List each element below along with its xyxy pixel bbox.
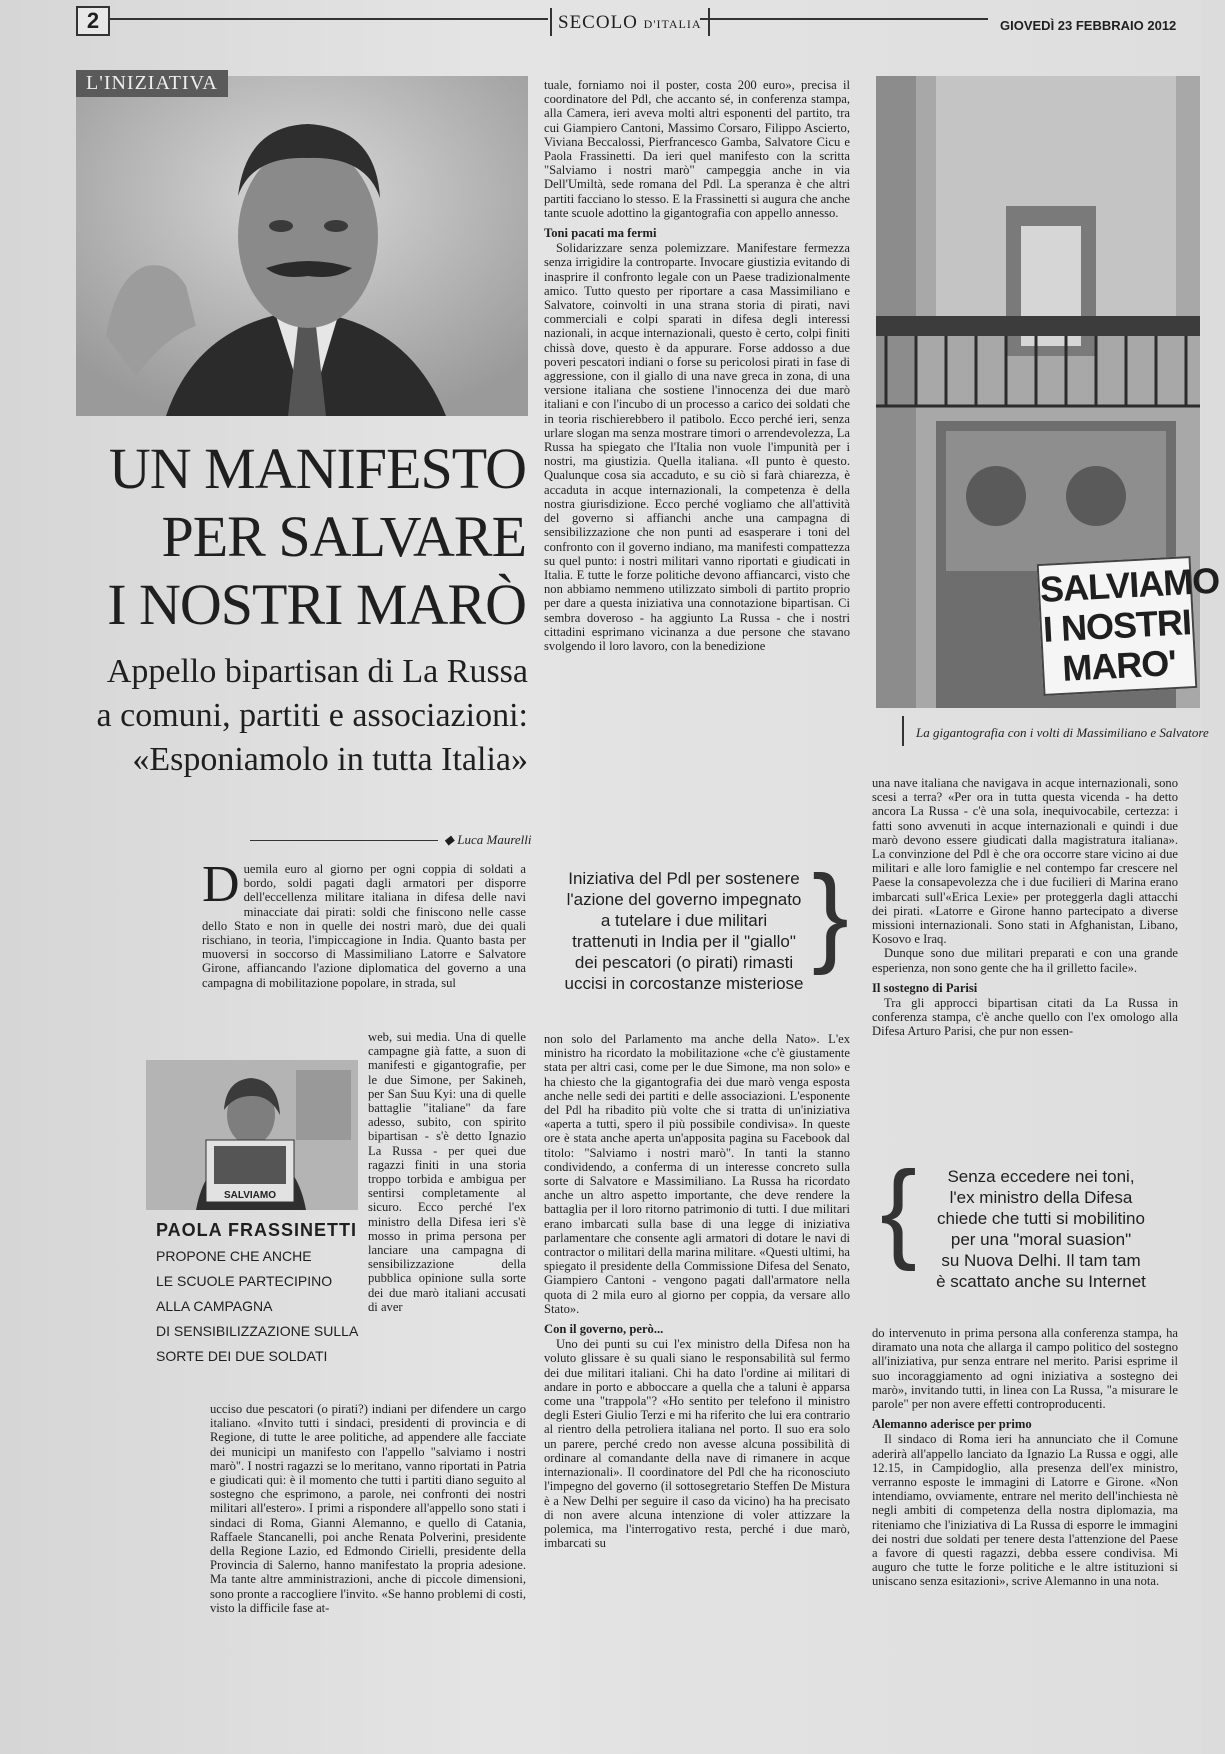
byline-rule <box>250 840 438 841</box>
page-number: 2 <box>76 6 110 36</box>
pullquote-line: su Nuova Delhi. Il tam tam <box>941 1251 1141 1270</box>
masthead-small: D'ITALIA <box>643 17 702 31</box>
sidebox-desc <box>156 1244 361 1369</box>
subhead-line: «Esponiamolo in tutta Italia» <box>132 741 528 778</box>
sign-line: I NOSTRI <box>1041 601 1192 650</box>
photo-caption: La gigantografia con i volti di Massimiliano e Salvatore <box>916 725 1209 740</box>
author-name: Luca Maurelli <box>457 832 532 847</box>
frassinetti-illustration <box>146 1060 358 1210</box>
body-paragraph: Il sindaco di Roma ieri ha annunciato che il Comune aderirà all'appello lanciato da Ignazio La Russa e oggi, alle 12.15, in Campidoglio, alla presenza dell'ex ministro, verranno esposte le immagini di Latorre e Girone. «Non intendiamo, ovviamente, entrare nel merito dell'inchiesta nè negli ambiti di competenza della nostra diplomazia, ma riteniamo che l'iniziativa di La Russa di esporre le immagini dei nostri due soldati per tenere desta l'attenzione del Paese a favore di questi ragazzi, debba essere condivisa. Mi auguro che tutte le forze politiche e le altre istituzioni si uniscano senza esitazioni», scrive Alemanno in una nota. <box>872 1432 1178 1589</box>
sign-line: MARO' <box>1061 642 1177 689</box>
pullquote-line: dei pescatori (o pirati) rimasti <box>574 953 794 972</box>
body-paragraph <box>202 856 526 990</box>
section-heading: Con il governo, però... <box>544 1322 664 1337</box>
body-paragraph: una nave italiana che navigava in acque internazionali, sono scesi a terra? «Per ora in tutta questa vicenda - ha detto ancora La Russa - c'è una sola, inequivocabile, certezza: i fatti sono avvenuti in acque internazionali e quindi i due marò devono essere giudicati dalla magistratura italiana». La convinzione del Pdl è che ora occorre stare vicino ai due militari e alle loro famiglie e nel contempo far crescere nel Paese la consapevolezza che i due fucilieri di Marina erano imbarcati sull'«Erica Lexie» per proteggerla dagli attacchi dei pirati. «Latorre e Girone hanno partecipato a diverse missioni internazionali. Sono stati in Afghanistan, Libano, Kosovo e Iraq. <box>872 776 1178 947</box>
body-paragraph: do intervenuto in prima persona alla conferenza stampa, ha diramato una nota che allarga il campo politico del sostegno all'iniziativa, pur senza entrare nel merito. Parisi esprime il suo incoraggiamento ad ogni iniziativa a sostegno dei marò», invitando tutti, in linea con La Russa, "a misurare le parole" per non avere effetti controproducenti. <box>872 1326 1178 1412</box>
subheadline <box>56 650 528 782</box>
pullquote-line: l'azione del governo impegnato <box>566 890 802 909</box>
pullquote-middle <box>558 868 810 994</box>
body-paragraph: tuale, forniamo noi il poster, costa 200 euro», precisa il coordinatore del Pdl, che accanto sé, in conferenza stampa, alla Camera, ieri aveva molti altri esponenti del partito, tra cui Giampiero Cantoni, Massimo Corsaro, Filippo Ascierto, Viviana Beccalossi, Pierfrancesco Gamba, Salvatore Cicu e Paola Frassinetti. Da ieri quel manifesto con la scritta "Salviamo i nostri marò" campeggia anche in via Dell'Umiltà, sede romana del Pdl. La speranza è che altri partiti facciano lo stesso. E la Frassinetti si augura che anche tante scuole adottino la gigantografia con appello annesso. <box>544 78 850 220</box>
pullquote-line: Senza eccedere nei toni, <box>947 1167 1135 1186</box>
sidebox-line: SORTE DEI DUE SOLDATI <box>156 1348 328 1364</box>
section-heading: Il sostegno di Parisi <box>872 980 978 995</box>
body-paragraph: Uno dei punti su cui l'ex ministro della Difesa non ha voluto glissare è su quali siano le responsabilità sul fermo dei due militari italiani. Chi ha dato l'ordine ai militari di andare in porto e abboccare a quella che a taluni è apparsa come una "trappola"? «Ho sentito per telefono il ministro degli Esteri Giulio Terzi e mi ha riferito che lui era contrario al rientro della petroliera italiana nel porto. Il suo era solo un parere, perché credo non avesse alcuna possibilità di ordinare al comandante della nave di rimanere in acque internazionali». Il coordinatore del Pdl che ha riconosciuto l'impegno del governo (il sottosegretario Steffen De Mistura è a New Delhi per seguire il caso da vicino) ha ha precisato di non avere alcuna intenzione di voler attizzare la polemica, ma l'interrogativo resta, perché i due marò, imbarcati su <box>544 1337 850 1551</box>
body-col3-top <box>872 776 1178 1039</box>
sidebox-line: PROPONE CHE ANCHE <box>156 1248 312 1264</box>
body-paragraph: web, sui media. Una di quelle campagne già fatte, a suon di manifesti e gigantografie, per le due Simone, per Sakineh, per San Suu Kyi: una di quelle battaglie "italiane" da fare adesso, subito, con spirito bipartisan - s'è detto Ignazio La Russa - per quei due ragazzi finiti in una storia troppo torbida e ambigua per sentirsi completamente al sicuro. Ecco perché l'ex ministro della Difesa ieri s'è mosso in prima persona per lanciare una campagna di sensibilizzazione della pubblica opinione sulla sorte dei due marò italiani accusati di aver <box>368 1030 526 1314</box>
pullquote-line: trattenuti in India per il "giallo" <box>572 932 796 951</box>
body-text: uemila euro al giorno per ogni coppia di soldati a bordo, soldi pagati dagli armatori per disporre dell'eccellenza militare italiana in difesa delle navi minacciate dai pirati: soldi che finiscono nelle casse dello Stato e non in quelle dei nostri marò, due dei quali rischiano, in teoria, l'impiccagione in India. Quanto basta per muoversi in soccorso di Massimiliano Latorre e Salvatore Girone, affiancando l'azione diplomatica del governo a una campagna di mobilitazione popolare, in strada, sul <box>202 862 526 990</box>
brace-icon: } <box>812 853 849 976</box>
body-paragraph: non solo del Parlamento ma anche della Nato». L'ex ministro ha ricordato la mobilitazione «che c'è giustamente stata per altri casi, come per le due Simone, ma non solo» e ha chiesto che la gigantografia dei due marò venga esposta anche nelle sedi dei partiti e delle associazioni. L'esponente del Pdl ha ribadito più volte che si tratta di un'iniziativa «aperta a tutti, spero il più possibile condivisa». In queste ore è stata anche aperta un'apposita pagina su Facebook dal titolo: "Salviamo i nostri marò". In tanti la stanno condividendo, a conferma di un interesse concreto sulla sorte di Salvatore e Massimiliano. La Russa ha ricordato anche un altro aspetto importante, che deve rendere la battaglia per il loro ritorno patrimonio di tutti. I due militari erano imbarcati sulla base di una legge di iniziativa parlamentare che consente agli armatori di dotare le navi di contractor o militari della marina militare. «Questi ultimi, ha spiegato il presidente della Commissione Difesa del Senato, Giampiero Cantoni - vengono pagati dall'armatore nella quota di 2 mila euro al giorno per coppia, da versare allo Stato». <box>544 1032 850 1316</box>
byline: ◆ Luca Maurelli <box>444 832 532 847</box>
main-photo <box>76 76 528 416</box>
pullquote-line: a tutelare i due militari <box>600 911 768 930</box>
caption-bar <box>902 716 904 746</box>
brace-icon: } <box>880 1149 917 1272</box>
subhead-line: Appello bipartisan di La Russa <box>106 653 528 690</box>
body-col2-bottom <box>544 1032 850 1550</box>
sidebox <box>156 1220 361 1369</box>
body-col2-top <box>544 78 850 653</box>
pullquote-line: è scattato anche su Internet <box>936 1272 1146 1291</box>
section-heading: Alemanno aderisce per primo <box>872 1417 1032 1432</box>
pullquote-line: chiede che tutti si mobilitino <box>937 1209 1145 1228</box>
sign-line: SALVIAMO <box>1038 559 1221 610</box>
body-paragraph: ucciso due pescatori (o pirati?) indiani per difendere un cargo italiano. «Invito tutti i sindaci, presidenti di provincia e di Regione, di tutte le aree politiche, ad appendere alle facciate dei municipi un manifesto con l'appello "salviamo i nostri marò". I nostri ragazzi se lo meritano, vanno riportati in Patria e giudicati qui: è il momento che tutti i partiti diano seguito al sostegno che esprimono, a parole, nei confronti dei nostri militari all'estero». I primi a rispondere all'appello sono stati i sindaci di Roma, Gianni Alemanno, e quello di Catania, Raffaele Stancanelli, poi anche Renata Polverini, presidente della Regione Lazio, ed Edmondo Cirielli, presidente della Provincia di Salerno, hanno manifestato la propria adesione. Ma tante altre amministrazioni, anche di piccole dimensioni, sono pronte a raccogliere l'invito. «Se hanno problemi di costi, visto la difficile fase at- <box>210 1402 526 1615</box>
headline-line: UN MANIFESTO <box>108 436 526 501</box>
pullquote-line: Iniziativa del Pdl per sostenere <box>568 869 800 888</box>
body-col1-narrow <box>368 1030 526 1314</box>
body-paragraph: Dunque sono due militari preparati e con una grande esperienza, non sono gente che ha il grilletto facile». <box>872 946 1178 975</box>
sidebox-name: PAOLA FRASSINETTI <box>156 1220 357 1240</box>
sidebox-line: ALLA CAMPAGNA <box>156 1298 273 1314</box>
pullquote-right <box>916 1166 1166 1292</box>
sidebox-line: DI SENSIBILIZZAZIONE SULLA <box>156 1323 359 1339</box>
subhead-line: a comuni, partiti e associazioni: <box>96 697 528 734</box>
body-paragraph: Tra gli approcci bipartisan citati da La Russa in conferenza stampa, c'è anche quello con l'ex omologo alla Difesa Arturo Parisi, che pur non essen- <box>872 996 1178 1039</box>
portrait-illustration <box>76 76 528 416</box>
pullquote-line: per una "moral suasion" <box>950 1230 1132 1249</box>
issue-date: GIOVEDÌ 23 FEBBRAIO 2012 <box>1000 18 1177 33</box>
headline-line: I NOSTRI MARÒ <box>107 572 526 637</box>
header-rule-left <box>108 18 548 20</box>
headline-line: PER SALVARE <box>161 504 526 569</box>
dropcap: D <box>202 856 240 913</box>
masthead <box>550 8 710 36</box>
section-heading: Toni pacati ma fermi <box>544 226 657 241</box>
kicker-label: L'INIZIATIVA <box>76 70 228 97</box>
body-col3-bottom <box>872 1326 1178 1589</box>
poster-sign <box>1037 556 1221 696</box>
header-rule-right <box>700 18 988 20</box>
poster-label: SALVIAMO <box>223 1190 277 1201</box>
headline <box>76 435 526 639</box>
masthead-main: SECOLO <box>558 12 638 33</box>
frassinetti-photo <box>146 1060 358 1210</box>
sidebox-line: LE SCUOLE PARTECIPINO <box>156 1273 333 1289</box>
body-col1-bottom <box>210 1402 526 1615</box>
body-paragraph: Solidarizzare senza polemizzare. Manifestare fermezza senza irrigidire la controparte. Invocare giustizia evitando di inasprire il confronto legale con un Paese tradizionalmente amico. Tutto questo per riportare a casa Massimiliano e Salvatore, coinvolti in una strana storia di pirati, navi commerciali e colpi sparati in difesa degli interessi nazionali, in acque internazionali, questo è certo, colpi finiti chissà dove, questo è da appurare. Forse addosso a due poveri pescatori indiani o forse su pericolosi pirati in fase di aggressione, con il giallo di una nave greca in zona, di una versione italiana che sostiene l'innocenza dei due marò italiani e con l'incubo di un processo a carico dei soldati che in teoria rischierebbero il patibolo. Ecco perché ieri, senza urlare slogan ma senza mostrare timori o arrendevolezza, La Russa ha spiegato che l'Italia non vuole l'impunità per i nostri, ma giustizia. Quella italiana. «Il punto è questo. Qualunque cosa sia accaduto, e su ciò si farà chiarezza, è accaduta in acque internazionali, la competenza è della nostra giurisdizione. Ecco perché vogliamo che all'attività del governo si affianchi anche una campagna di sensibilizzazione che non punti ad esasperare i toni del confronto con il governo indiano, ma manifesti compattezza su quel punto: i nostri militari vanno riportati e giudicati in Italia. E tutte le forze politiche devono affiancarci, visto che non abbiamo nemmeno utilizzato simboli di partito proprio per dare a questa iniziativa una connotazione bipartisan. Ci sembra doveroso - ha aggiunto La Russa - che i nostri cittadini esprimano vicinanza a due persone che stavano svolgendo il loro lavoro, con la benedizione <box>544 241 850 653</box>
pullquote-line: uccisi in corcostanze misteriose <box>564 974 804 993</box>
body-col1-top <box>202 856 526 990</box>
pullquote-line: l'ex ministro della Difesa <box>949 1188 1133 1207</box>
